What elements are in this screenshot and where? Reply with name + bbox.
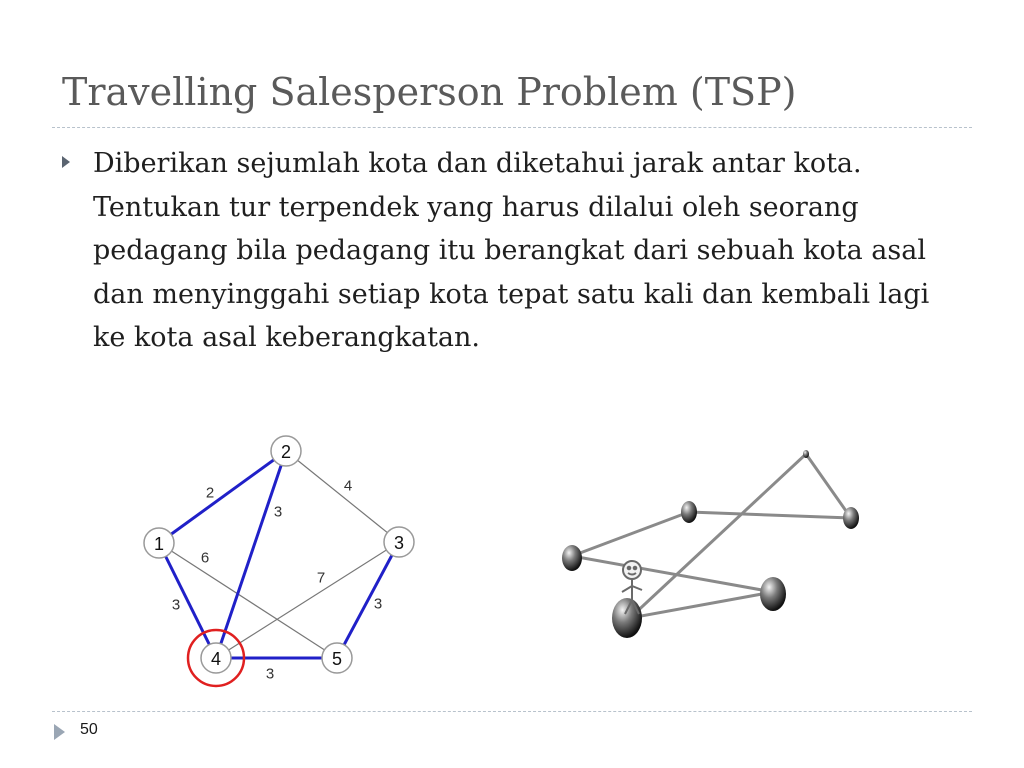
edge-weight-label: 3: [273, 503, 283, 521]
graph-node-label: 5: [331, 649, 343, 669]
footer-divider: [52, 711, 972, 712]
edge-2-4: [216, 451, 286, 658]
footer-triangle-icon: [54, 724, 65, 740]
bullet-text: Diberikan sejumlah kota dan diketahui jarak antar kota. Tentukan tur terpendek yang harus dilalui oleh seorang pedagang bila pedagang itu berangkat dari sebuah kota asal dan menyinggahi setiap kota tepat satu kali dan kembali lagi ke kota asal keberangkatan.: [93, 148, 930, 353]
edge-weight-label: 4: [343, 477, 353, 495]
city-ball: [843, 507, 859, 529]
tsp-graph: [130, 425, 440, 700]
city-ball: [562, 545, 582, 571]
edge-3-5: [337, 542, 399, 658]
edge-weight-label: 7: [316, 569, 326, 587]
slide-title: Travelling Salesperson Problem (TSP): [62, 70, 797, 114]
graph-node-label: 2: [280, 442, 292, 462]
edge-weight-label: 6: [200, 549, 210, 567]
edge-weight-label: 3: [373, 595, 383, 613]
edge-weight-label: 3: [265, 665, 275, 683]
edge-weight-label: 2: [205, 484, 215, 502]
route-lines: [572, 454, 851, 618]
city-ball: [681, 501, 697, 523]
edge-4-3: [216, 542, 399, 658]
graph-node-label: 4: [210, 649, 222, 669]
salesperson-illustration: [552, 440, 872, 650]
edge-weight-label: 3: [171, 596, 181, 614]
graph-node-label: 1: [153, 534, 165, 554]
title-divider: [52, 127, 972, 128]
triangle-bullet-icon: [62, 156, 70, 168]
graph-node-label: 3: [393, 533, 405, 553]
bullet-item: [62, 142, 952, 360]
page-number: 50: [80, 721, 98, 738]
city-ball: [612, 598, 642, 638]
edge-1-2: [159, 451, 286, 543]
edge-2-3: [286, 451, 399, 542]
city-ball: [760, 577, 786, 611]
city-ball: [803, 450, 809, 458]
